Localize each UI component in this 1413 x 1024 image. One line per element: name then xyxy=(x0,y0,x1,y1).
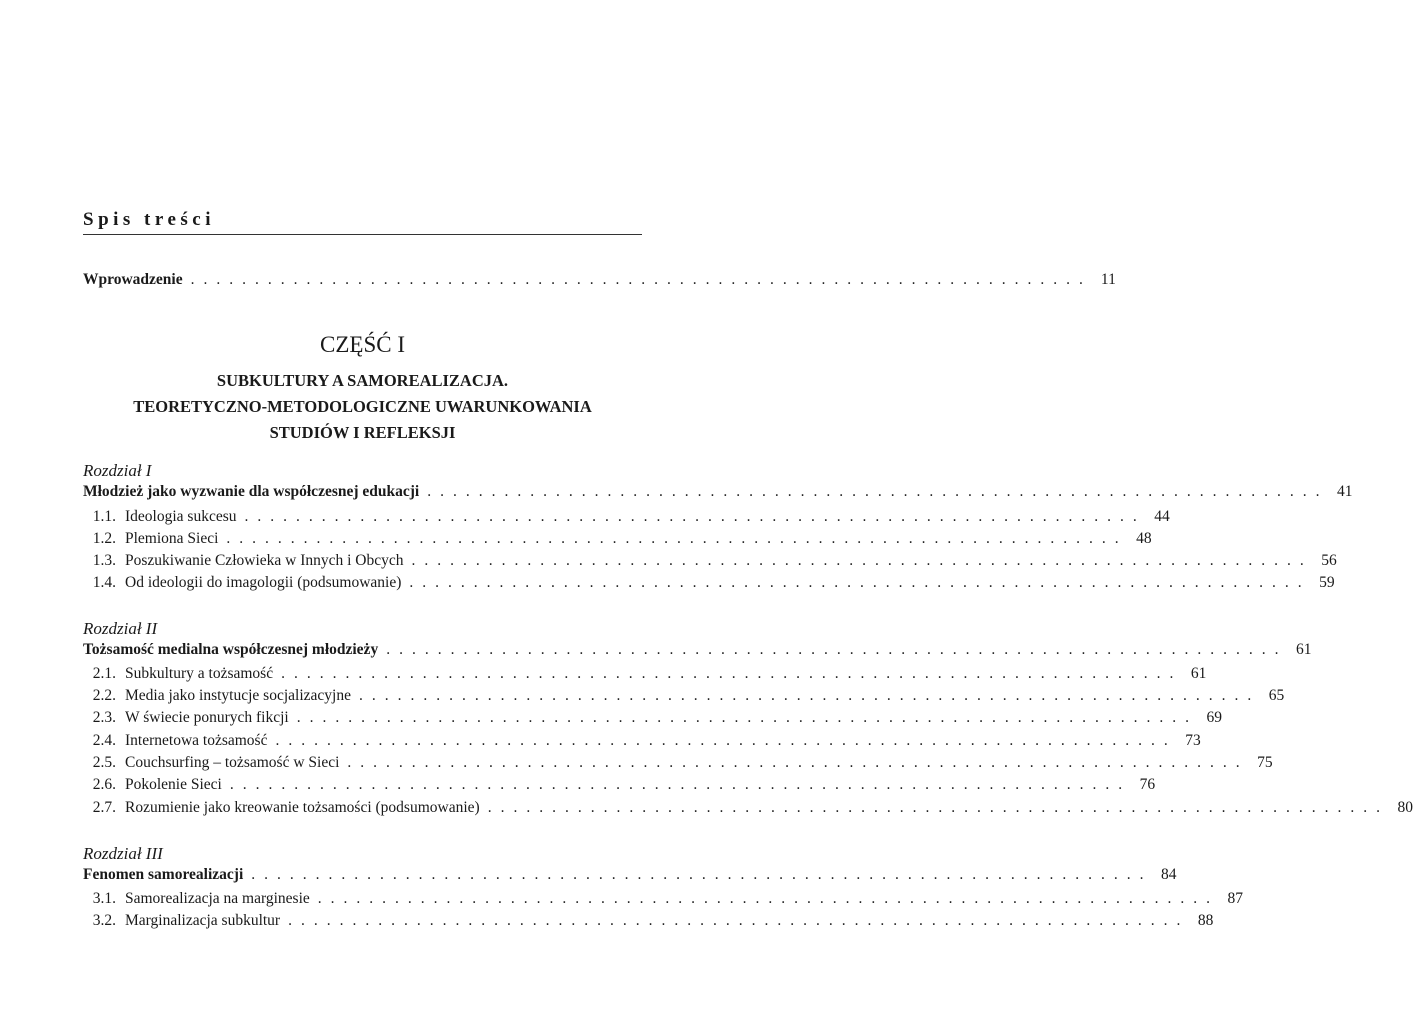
section-number: 2.5. xyxy=(92,754,116,771)
entry-page: 88 xyxy=(1197,912,1214,929)
dot-leader: ...................................................................... xyxy=(427,483,1329,500)
dot-leader: ...................................................................... xyxy=(275,732,1177,749)
dot-leader: ...................................................................... xyxy=(288,912,1190,929)
entry-title: Poszukiwanie Człowieka w Innych i Obcych xyxy=(125,552,404,569)
toc-entry-section[interactable] xyxy=(83,730,1201,752)
dot-leader: ...................................................................... xyxy=(244,508,1146,525)
entry-page: 80 xyxy=(1397,799,1413,816)
entry-title: Młodzież jako wyzwanie dla współczesnej edukacji xyxy=(83,483,420,500)
dot-leader: ...................................................................... xyxy=(386,641,1288,658)
section-number: 1.2. xyxy=(92,530,116,547)
part-title: CZĘŚĆ I xyxy=(320,332,405,357)
dot-leader: ...................................................................... xyxy=(411,552,1313,569)
toc-entry-chapter[interactable] xyxy=(83,864,1177,886)
toc-entry-section[interactable] xyxy=(83,752,1273,774)
entry-title: Media jako instytucje socjalizacyjne xyxy=(125,687,351,704)
dot-leader: ...................................................................... xyxy=(190,271,1092,288)
entry-title: W świecie ponurych fikcji xyxy=(125,709,289,726)
dot-leader: ...................................................................... xyxy=(229,776,1132,793)
entry-title: Pokolenie Sieci xyxy=(125,776,222,793)
entry-title: Wprowadzenie xyxy=(83,271,183,288)
toc-entry-section[interactable] xyxy=(83,685,1285,707)
toc-entry-section[interactable] xyxy=(83,797,1413,819)
entry-title: Plemiona Sieci xyxy=(125,530,219,547)
entry-title: Tożsamość medialna współczesnej młodzieży xyxy=(83,641,379,658)
toc-entry-section[interactable] xyxy=(83,550,1337,572)
part-subtitle-line: SUBKULTURY A SAMOREALIZACJA. xyxy=(216,371,509,390)
section-number: 2.6. xyxy=(92,776,116,793)
section-number: 2.4. xyxy=(92,732,116,749)
entry-page: 48 xyxy=(1136,530,1152,547)
entry-page: 56 xyxy=(1321,552,1337,569)
entry-page: 73 xyxy=(1185,732,1201,749)
toc-entry-chapter[interactable] xyxy=(83,639,1312,661)
entry-title: Ideologia sukcesu xyxy=(125,508,237,525)
dot-leader: ...................................................................... xyxy=(347,754,1249,771)
entry-page: 65 xyxy=(1268,687,1285,704)
entry-page: 41 xyxy=(1336,483,1353,500)
toc-entry-section[interactable] xyxy=(83,910,1214,932)
section-number: 1.1. xyxy=(92,508,116,525)
part-subtitle-line: TEORETYCZNO-METODOLOGICZNE UWARUNKOWANIA xyxy=(133,397,592,416)
chapter-label: Rozdział I xyxy=(83,461,152,480)
section-number: 2.2. xyxy=(92,687,116,704)
entry-title: Rozumienie jako kreowanie tożsamości (podsumowanie) xyxy=(125,799,480,816)
section-number: 1.3. xyxy=(92,552,116,569)
toc-entry-section[interactable] xyxy=(83,506,1170,528)
dot-leader: ...................................................................... xyxy=(358,687,1261,704)
section-number: 2.3. xyxy=(92,709,116,726)
section-number: 3.2. xyxy=(92,912,116,929)
entry-page: 76 xyxy=(1139,776,1156,793)
toc-entry-chapter[interactable] xyxy=(83,481,1353,503)
section-number: 1.4. xyxy=(92,574,116,591)
part-subtitle-line: STUDIÓW I REFLEKSJI xyxy=(269,423,456,442)
chapter-label: Rozdział III xyxy=(83,844,163,863)
toc-heading: Spis treści xyxy=(83,209,216,230)
entry-page: 75 xyxy=(1257,754,1273,771)
entry-page: 44 xyxy=(1154,508,1170,525)
entry-title: Marginalizacja subkultur xyxy=(125,912,281,929)
section-number: 3.1. xyxy=(92,890,116,907)
entry-page: 69 xyxy=(1206,709,1222,726)
dot-leader: ...................................................................... xyxy=(281,665,1183,682)
section-number: 2.7. xyxy=(92,799,116,816)
toc-entry-section[interactable] xyxy=(83,528,1152,550)
heading-rule xyxy=(83,234,642,235)
entry-page: 11 xyxy=(1100,271,1116,288)
toc-entry-section[interactable] xyxy=(83,774,1156,796)
dot-leader: ...................................................................... xyxy=(487,799,1389,816)
entry-title: Subkultury a tożsamość xyxy=(125,665,274,682)
entry-page: 61 xyxy=(1190,665,1207,682)
dot-leader: ...................................................................... xyxy=(296,709,1198,726)
entry-title: Od ideologii do imagologii (podsumowanie) xyxy=(125,574,402,591)
dot-leader: ...................................................................... xyxy=(409,574,1311,591)
part-subtitle xyxy=(83,368,642,446)
toc-entry-section[interactable] xyxy=(83,663,1207,685)
toc-entry-section[interactable] xyxy=(83,707,1222,729)
entry-page: 84 xyxy=(1161,866,1177,883)
section-number: 2.1. xyxy=(92,665,116,682)
toc-entry-section[interactable] xyxy=(83,572,1335,594)
toc-entry-section[interactable] xyxy=(83,888,1244,910)
toc-entry-intro[interactable] xyxy=(83,269,1116,291)
entry-title: Internetowa tożsamość xyxy=(125,732,268,749)
entry-page: 87 xyxy=(1227,890,1244,907)
entry-page: 59 xyxy=(1319,574,1335,591)
entry-page: 61 xyxy=(1295,641,1312,658)
dot-leader: ...................................................................... xyxy=(251,866,1153,883)
entry-title: Samorealizacja na marginesie xyxy=(125,890,310,907)
dot-leader: ...................................................................... xyxy=(226,530,1128,547)
entry-title: Fenomen samorealizacji xyxy=(83,866,244,883)
dot-leader: ...................................................................... xyxy=(317,890,1220,907)
entry-title: Couchsurfing – tożsamość w Sieci xyxy=(125,754,340,771)
chapter-label: Rozdział II xyxy=(83,619,158,638)
